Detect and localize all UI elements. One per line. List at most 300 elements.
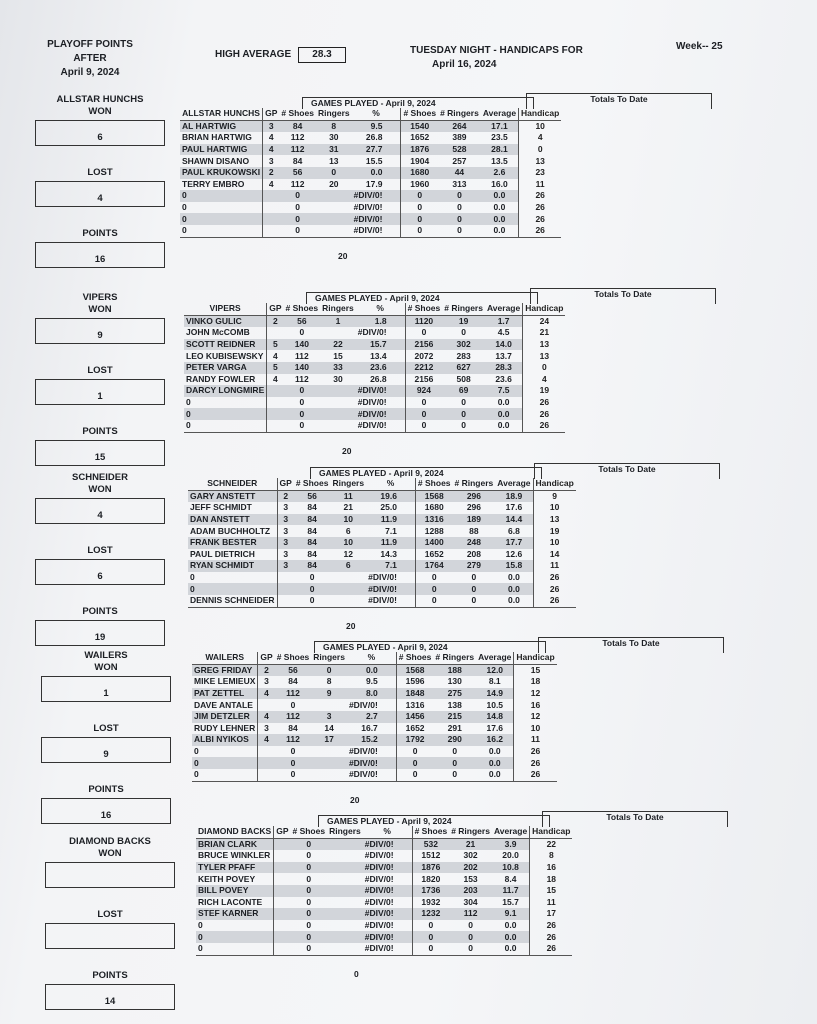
lost-value: 4 xyxy=(97,193,103,204)
total-shoes-cell: 1568 xyxy=(415,490,452,502)
average-cell: 0.0 xyxy=(481,190,519,202)
table-row xyxy=(188,583,576,595)
average-cell: 0.0 xyxy=(476,769,514,781)
total-shoes-header: # Shoes xyxy=(405,303,442,315)
totals-header: Totals To Date xyxy=(538,637,724,653)
total-shoes-cell: 1512 xyxy=(421,850,441,861)
standings-team-name: VIPERS xyxy=(82,292,118,303)
percent-cell: #DIV/0! xyxy=(352,213,401,225)
handicap-cell: 26 xyxy=(523,420,566,432)
total-shoes-cell: 1652 xyxy=(410,132,430,143)
percent-cell: 0.0 xyxy=(347,664,396,676)
total-ringers-cell: 0 xyxy=(471,572,477,583)
games-played-cell: 3 xyxy=(277,537,294,549)
games-played-cell: 3 xyxy=(264,722,269,733)
average-cell: 0.0 xyxy=(492,920,530,932)
gp-header: GP xyxy=(263,108,280,120)
table-row xyxy=(180,132,561,144)
shoes-cell: 84 xyxy=(294,537,331,549)
total-ringers-cell: 296 xyxy=(453,490,496,502)
header-line-2: AFTER xyxy=(73,53,107,64)
total-shoes-cell: 2212 xyxy=(405,362,442,374)
player-name: RANDY FOWLER xyxy=(184,374,267,386)
games-played-cell: 3 xyxy=(283,502,289,513)
total-shoes-cell: 1764 xyxy=(415,560,452,572)
handicap-cell: 26 xyxy=(546,920,557,931)
player-name: PAUL DIETRICH xyxy=(188,549,277,561)
total-ringers-cell: 296 xyxy=(466,502,481,513)
total-ringers-cell: 313 xyxy=(452,178,467,189)
ringers-cell xyxy=(320,327,356,339)
handicap-cell: 26 xyxy=(549,572,560,583)
games-played-cell xyxy=(277,572,294,584)
table-row xyxy=(180,155,561,167)
ringers-header: Ringers xyxy=(329,826,361,837)
average-cell: 10.8 xyxy=(492,862,530,874)
total-ringers-cell: 0 xyxy=(438,225,481,237)
average-cell: 0.0 xyxy=(485,397,523,409)
standings-panel xyxy=(40,836,180,1010)
team-total-shoes: 20 xyxy=(338,250,348,261)
points-label: POINTS xyxy=(82,426,118,437)
total-shoes-cell: 0 xyxy=(401,190,438,202)
handicap-cell: 10 xyxy=(530,722,541,733)
table-row xyxy=(192,746,557,758)
total-ringers-cell: 215 xyxy=(433,711,476,723)
shoes-header: # Shoes xyxy=(292,826,326,837)
total-ringers-cell: 189 xyxy=(453,514,496,526)
player-name: BILL POVEY xyxy=(196,885,274,897)
totals-header: Totals To Date xyxy=(530,288,716,304)
ringers-cell xyxy=(320,420,356,432)
table-row xyxy=(180,144,561,156)
handicap-cell: 8 xyxy=(548,850,554,861)
total-ringers-cell: 0 xyxy=(442,408,485,420)
average-cell: 0.0 xyxy=(492,943,530,955)
player-name: 0 xyxy=(192,757,258,769)
average-cell: 10.5 xyxy=(476,699,514,711)
player-name: SCOTT REIDNER xyxy=(184,339,267,351)
total-ringers-cell: 0 xyxy=(452,746,458,757)
handicap-cell: 26 xyxy=(539,397,550,408)
total-shoes-cell: 1652 xyxy=(424,548,444,559)
player-name: LEO KUBISEWSKY xyxy=(184,350,267,362)
player-name: VINKO GULIC xyxy=(184,315,267,327)
handicap-cell: 26 xyxy=(539,408,550,419)
table-row xyxy=(192,688,557,700)
won-box xyxy=(45,862,175,888)
total-ringers-cell: 153 xyxy=(463,873,478,884)
handicap-cell: 13 xyxy=(549,514,560,525)
average-cell: 1.7 xyxy=(485,315,523,327)
table-row xyxy=(184,339,565,351)
ringers-cell: 14 xyxy=(324,722,334,733)
points-value: 14 xyxy=(104,996,116,1007)
percent-cell: #DIV/0! xyxy=(366,583,415,595)
ringers-cell xyxy=(327,908,363,920)
total-shoes-cell: 1652 xyxy=(405,722,425,733)
total-shoes-cell: 1932 xyxy=(421,896,441,907)
ringers-cell xyxy=(327,920,363,932)
total-ringers-cell: 0 xyxy=(449,931,492,943)
handicap-cell: 26 xyxy=(535,190,545,201)
handicap-cell: 19 xyxy=(549,525,560,536)
shoes-cell: 0 xyxy=(290,885,327,897)
average-cell: 0.0 xyxy=(492,931,530,943)
points-label: POINTS xyxy=(92,970,128,981)
standings-team-name: ALLSTAR HUNCHS xyxy=(56,94,144,105)
table-row xyxy=(188,537,576,549)
games-played-cell xyxy=(258,769,275,781)
table-row xyxy=(196,943,572,955)
won-box xyxy=(35,498,165,524)
ringers-cell: 13 xyxy=(329,155,339,166)
shoes-cell: 0 xyxy=(290,699,296,710)
ringers-cell: 8 xyxy=(326,676,332,687)
percent-cell: 1.8 xyxy=(356,315,405,327)
total-ringers-cell: 19 xyxy=(442,315,485,327)
totals-header: Totals To Date xyxy=(534,463,720,479)
total-shoes-cell: 1680 xyxy=(424,502,444,513)
handicap-cell: 18 xyxy=(530,676,541,687)
average-cell: 0.0 xyxy=(485,408,523,420)
percent-cell: #DIV/0! xyxy=(363,873,412,885)
percent-cell: #DIV/0! xyxy=(363,838,412,850)
total-shoes-cell: 1120 xyxy=(405,315,442,327)
column-header-row xyxy=(196,826,572,838)
percent-cell: #DIV/0! xyxy=(347,699,396,711)
total-shoes-cell: 924 xyxy=(405,385,442,397)
total-shoes-cell: 0 xyxy=(421,397,427,408)
average-cell: 0.0 xyxy=(476,746,514,758)
points-box xyxy=(35,620,165,646)
handicap-cell: 26 xyxy=(530,757,541,768)
player-name: KEITH POVEY xyxy=(196,873,274,885)
average-cell: 14.9 xyxy=(476,688,514,700)
games-played-cell: 3 xyxy=(283,525,289,536)
total-shoes-cell: 0 xyxy=(405,420,442,432)
average-cell: 7.5 xyxy=(485,385,523,397)
percent-cell: 9.5 xyxy=(352,120,401,132)
ringers-cell xyxy=(327,931,363,943)
ringers-cell xyxy=(327,838,363,850)
games-played-header: GAMES PLAYED - April 9, 2024 xyxy=(310,467,542,479)
handicap-cell: 26 xyxy=(535,213,545,224)
ringers-cell xyxy=(311,746,347,758)
player-name: MIKE LEMIEUX xyxy=(192,676,258,688)
lost-value: 1 xyxy=(97,391,103,402)
standings-panel xyxy=(30,472,170,646)
team-total-shoes: 20 xyxy=(350,794,360,805)
ringers-cell xyxy=(316,202,352,214)
total-shoes-cell: 1848 xyxy=(396,688,433,700)
lost-box xyxy=(35,379,165,405)
average-cell: 3.9 xyxy=(492,838,530,850)
points-box xyxy=(35,242,165,268)
percent-cell: #DIV/0! xyxy=(363,850,412,862)
player-name: AL HARTWIG xyxy=(180,120,263,132)
player-name: 0 xyxy=(192,769,258,781)
player-name: 0 xyxy=(196,931,274,943)
total-ringers-cell: 389 xyxy=(452,132,467,143)
shoes-cell: 112 xyxy=(275,734,312,746)
ringers-cell xyxy=(330,595,366,607)
lost-value: 6 xyxy=(97,571,103,582)
handicap-cell: 11 xyxy=(531,734,540,745)
games-played-cell: 2 xyxy=(258,664,275,676)
ringers-cell xyxy=(316,213,352,225)
games-played-header: GAMES PLAYED - April 9, 2024 xyxy=(318,815,550,827)
games-played-cell xyxy=(274,908,291,920)
average-cell: 16.2 xyxy=(476,734,514,746)
team-header: VIPERS xyxy=(184,303,267,315)
handicap-cell: 11 xyxy=(546,896,556,907)
games-played-cell: 4 xyxy=(258,734,275,746)
percent-cell: 14.3 xyxy=(366,549,415,561)
player-name: 0 xyxy=(184,397,267,409)
handicap-cell: 16 xyxy=(546,862,557,873)
ringers-cell: 17 xyxy=(311,734,347,746)
ringers-header: Ringers xyxy=(332,478,365,489)
player-name: PAUL KRUKOWSKI xyxy=(180,167,263,179)
percent-cell: 11.9 xyxy=(366,537,415,549)
ringers-cell: 31 xyxy=(316,144,352,156)
table-row xyxy=(184,315,565,327)
table-row xyxy=(188,560,576,572)
total-ringers-cell: 264 xyxy=(438,120,481,132)
handicap-cell: 12 xyxy=(530,688,541,699)
total-ringers-cell: 0 xyxy=(449,943,492,955)
table-row xyxy=(184,420,565,432)
lost-label: LOST xyxy=(87,365,113,376)
handicap-cell: 16 xyxy=(530,699,541,710)
table-row xyxy=(196,897,572,909)
table-row xyxy=(180,179,561,191)
average-cell: 0.0 xyxy=(485,420,523,432)
handicap-cell: 12 xyxy=(530,711,541,722)
won-box xyxy=(35,318,165,344)
games-played-cell: 4 xyxy=(273,373,278,384)
ringers-cell xyxy=(311,769,347,781)
average-cell: 13.7 xyxy=(485,350,523,362)
percent-cell: #DIV/0! xyxy=(347,757,396,769)
average-cell: 17.6 xyxy=(476,723,514,735)
ringers-cell: 9 xyxy=(311,688,347,700)
table-row xyxy=(188,514,576,526)
shoes-cell: 0 xyxy=(279,213,316,225)
percent-cell: #DIV/0! xyxy=(347,769,396,781)
games-played-cell xyxy=(258,699,275,711)
player-name: JIM DETZLER xyxy=(192,711,258,723)
games-played-cell: 3 xyxy=(277,560,294,572)
percent-cell: #DIV/0! xyxy=(356,408,405,420)
shoes-cell: 0 xyxy=(290,908,327,920)
sheet-title-line-1: TUESDAY NIGHT - HANDICAPS FOR xyxy=(410,45,583,56)
average-cell: 16.0 xyxy=(481,179,519,191)
handicap-cell: 10 xyxy=(535,120,545,131)
ringers-cell xyxy=(330,572,366,584)
week-label: Week-- 25 xyxy=(676,41,723,52)
player-name: PAT ZETTEL xyxy=(192,688,258,700)
table-row xyxy=(184,408,565,420)
ringers-header: Ringers xyxy=(313,652,345,663)
shoes-cell: 56 xyxy=(275,664,312,676)
handicap-cell: 26 xyxy=(514,769,557,781)
percent-cell: 27.7 xyxy=(352,144,401,156)
playoff-points-header xyxy=(35,38,145,80)
percent-cell: #DIV/0! xyxy=(356,397,405,409)
percent-cell: #DIV/0! xyxy=(352,225,401,237)
percent-header: % xyxy=(352,108,401,120)
ringers-cell: 6 xyxy=(345,525,351,536)
shoes-cell: 112 xyxy=(294,350,309,361)
percent-cell: 26.8 xyxy=(356,374,405,386)
lost-label: LOST xyxy=(87,545,113,556)
average-cell: 13.5 xyxy=(481,155,519,167)
shoes-cell: 0 xyxy=(306,873,312,884)
total-ringers-cell: 112 xyxy=(449,908,492,920)
total-shoes-cell: 0 xyxy=(412,943,449,955)
table-row xyxy=(192,664,557,676)
total-ringers-cell: 0 xyxy=(433,769,476,781)
table-row xyxy=(188,490,576,502)
total-shoes-cell: 1316 xyxy=(415,514,452,526)
games-played-cell xyxy=(258,746,275,758)
high-average-label: HIGH AVERAGE xyxy=(215,49,292,60)
total-shoes-cell: 1288 xyxy=(424,525,444,536)
ringers-cell: 8 xyxy=(316,120,352,132)
shoes-cell: 84 xyxy=(279,120,316,132)
lost-label: LOST xyxy=(93,723,119,734)
handicap-cell: 14 xyxy=(549,548,560,559)
handicap-cell: 13 xyxy=(535,155,545,166)
totals-header: Totals To Date xyxy=(526,93,712,109)
player-name: RUDY LEHNER xyxy=(192,723,258,735)
total-ringers-cell: 21 xyxy=(449,838,492,850)
player-name: STEF KARNER xyxy=(196,908,274,920)
total-shoes-cell: 0 xyxy=(401,213,438,225)
total-shoes-cell: 0 xyxy=(412,746,418,757)
total-ringers-cell: 0 xyxy=(468,920,473,931)
percent-cell: #DIV/0! xyxy=(363,885,412,897)
percent-header: % xyxy=(347,652,396,664)
percent-cell: 13.4 xyxy=(356,350,405,362)
average-cell: 17.6 xyxy=(495,502,533,514)
handicap-header: Handicap xyxy=(523,303,566,315)
gp-header: GP xyxy=(277,478,294,490)
standings-panel xyxy=(30,94,170,268)
points-label: POINTS xyxy=(82,606,118,617)
table-row xyxy=(196,885,572,897)
total-ringers-cell: 0 xyxy=(461,397,466,408)
games-played-cell xyxy=(274,897,291,909)
total-ringers-cell: 88 xyxy=(469,525,479,536)
games-played-cell: 4 xyxy=(273,350,278,361)
stats-table xyxy=(188,478,576,608)
lost-value: 9 xyxy=(103,749,109,760)
team-total-shoes: 20 xyxy=(346,620,356,631)
games-played-cell xyxy=(267,420,284,432)
ringers-cell xyxy=(327,885,363,897)
player-name: TERRY EMBRO xyxy=(180,179,263,191)
header-line-1: PLAYOFF POINTS xyxy=(47,39,133,50)
table-row xyxy=(180,120,561,132)
shoes-cell: 140 xyxy=(284,339,321,351)
handicap-cell: 26 xyxy=(535,202,545,213)
average-cell: 8.4 xyxy=(492,873,530,885)
games-played-cell: 2 xyxy=(263,167,280,179)
team-header: WAILERS xyxy=(192,652,258,664)
games-played-cell xyxy=(267,408,284,420)
total-ringers-cell: 291 xyxy=(447,722,462,733)
player-name: FRANK BESTER xyxy=(188,537,277,549)
table-row xyxy=(192,734,557,746)
games-played-cell xyxy=(274,885,291,897)
total-shoes-cell: 0 xyxy=(405,408,442,420)
sheet-title xyxy=(410,44,590,72)
table-row xyxy=(188,525,576,537)
shoes-cell: 0 xyxy=(299,397,305,408)
table-row xyxy=(196,920,572,932)
standings-team-name: DIAMOND BACKS xyxy=(69,836,151,847)
lost-box xyxy=(45,923,175,949)
table-row xyxy=(188,549,576,561)
games-played-cell xyxy=(258,757,275,769)
won-value: 6 xyxy=(97,132,103,143)
percent-cell: #DIV/0! xyxy=(352,190,401,202)
average-cell: 14.8 xyxy=(476,711,514,723)
table-row xyxy=(188,502,576,514)
games-played-cell xyxy=(263,225,280,237)
shoes-cell: 112 xyxy=(294,373,309,384)
ringers-cell: 15 xyxy=(333,350,343,361)
average-cell: 0.0 xyxy=(495,583,533,595)
shoes-cell: 84 xyxy=(288,676,298,687)
percent-cell: 7.1 xyxy=(366,560,415,572)
percent-cell: 25.0 xyxy=(366,502,415,514)
player-name: 0 xyxy=(180,190,263,202)
player-name: ALBI NYIKOS xyxy=(192,734,258,746)
total-ringers-cell: 275 xyxy=(433,688,476,700)
total-shoes-cell: 1540 xyxy=(401,120,438,132)
total-ringers-cell: 0 xyxy=(442,420,485,432)
percent-cell: 2.7 xyxy=(347,711,396,723)
player-name: 0 xyxy=(180,225,263,237)
ringers-cell xyxy=(320,408,356,420)
ringers-cell: 6 xyxy=(330,560,366,572)
games-played-cell xyxy=(274,920,291,932)
player-name: JOHN McCOMB xyxy=(184,327,267,339)
ringers-cell xyxy=(327,943,363,955)
won-value: 9 xyxy=(97,330,103,341)
player-name: BRUCE WINKLER xyxy=(196,850,274,862)
ringers-cell xyxy=(311,757,347,769)
table-row xyxy=(180,213,561,225)
total-ringers-header: # Ringers xyxy=(451,826,490,837)
shoes-cell: 112 xyxy=(290,132,305,143)
player-name: DENNIS SCHNEIDER xyxy=(188,595,277,607)
average-cell: 11.7 xyxy=(492,885,530,897)
average-header: Average xyxy=(476,652,514,664)
percent-cell: 26.8 xyxy=(352,132,401,144)
table-row xyxy=(192,757,557,769)
total-shoes-cell: 0 xyxy=(421,327,427,338)
points-box xyxy=(35,440,165,466)
games-played-cell: 3 xyxy=(263,120,280,132)
ringers-cell: 20 xyxy=(329,178,339,189)
average-header: Average xyxy=(485,303,523,315)
handicap-header: Handicap xyxy=(514,652,557,664)
